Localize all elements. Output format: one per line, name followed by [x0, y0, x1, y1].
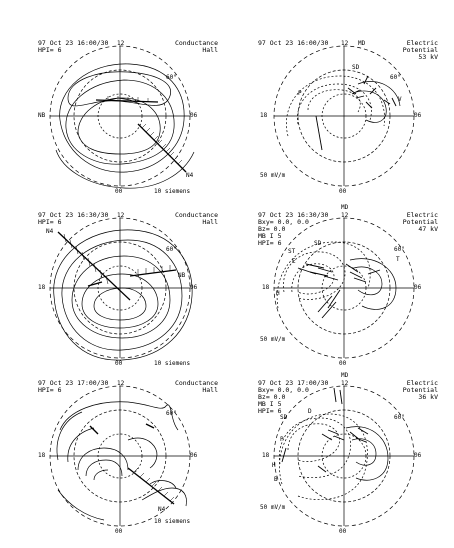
- latitude-label: 60°: [166, 410, 177, 417]
- site-label-d: D: [308, 408, 312, 415]
- conductance-panel-1630: [38, 212, 218, 374]
- site-label-v: V: [398, 96, 402, 103]
- panel-header: 97 Oct 23 16:30/30 Bxy= 0.0, 0.0 Bz= 0.0 MB I 5 HPI= 6: [258, 211, 329, 247]
- site-label-h: H: [272, 462, 276, 469]
- midnight-label: 00: [339, 528, 347, 535]
- panel-title: Conductance Hall: [174, 211, 218, 226]
- scale-label: 50 mV/m: [260, 336, 286, 343]
- polar-plot: [38, 212, 218, 374]
- magnetic-top-label: MD: [358, 40, 366, 47]
- potential-panel-1600: [258, 40, 438, 202]
- panel-title: Electric Potential 47 kV: [402, 211, 438, 233]
- latitude-label: 60°: [166, 246, 177, 253]
- scale-label: 50 mV/m: [260, 172, 286, 179]
- site-label-h: H: [276, 290, 280, 297]
- dawn-label: 06: [190, 284, 198, 291]
- site-label-b: B: [274, 476, 278, 483]
- station-label-n4: N4: [158, 506, 166, 513]
- panel-header: 97 Oct 23 16:00/30: [258, 39, 329, 47]
- conductance-panel-1600: [38, 40, 218, 202]
- latitude-label: 60°: [390, 74, 401, 81]
- latitude-label: 60°: [166, 74, 177, 81]
- magnetic-top-label: MD: [341, 372, 349, 379]
- dawn-label: 06: [190, 112, 198, 119]
- dusk-label: 18: [260, 112, 268, 119]
- magnetic-top-label: MD: [341, 204, 349, 211]
- scale-label: 50 mV/m: [260, 504, 286, 511]
- panel-title: Electric Potential 36 kV: [402, 379, 438, 401]
- panel-title: Conductance Hall: [174, 39, 218, 54]
- dusk-label: 18: [38, 284, 46, 291]
- noon-label: 12: [117, 40, 125, 47]
- noon-label: 12: [117, 212, 125, 219]
- dawn-label: 06: [414, 452, 422, 459]
- scale-label: 10 siemens: [154, 518, 191, 525]
- panel-header: 97 Oct 23 17:00/30 Bxy= 0.0, 0.0 Bz= 0.0 MB I 5 HPI= 6: [258, 379, 329, 415]
- conductance-panel-1700: [38, 380, 218, 542]
- dawn-label: 06: [190, 452, 198, 459]
- panel-header: 97 Oct 23 16:30/30 HPI= 6: [38, 211, 109, 226]
- panel-title: Electric Potential 53 kV: [402, 39, 438, 61]
- dusk-label: NB: [38, 112, 46, 119]
- site-label-t: T: [396, 256, 400, 263]
- site-label-p: P: [280, 436, 284, 443]
- station-label-n4: N4: [46, 228, 54, 235]
- polar-plot: [258, 212, 438, 374]
- panel-header: 97 Oct 23 16:00/30 HPI= 6: [38, 39, 109, 54]
- noon-label: 12: [341, 212, 349, 219]
- midnight-label: 00: [115, 528, 123, 535]
- panel-header: 97 Oct 23 17:00/30 HPI= 6: [38, 379, 109, 394]
- midnight-label: 00: [339, 188, 347, 195]
- site-label-sd: SD: [352, 64, 360, 71]
- midnight-label: 00: [339, 360, 347, 367]
- panel-title: Conductance Hall: [174, 379, 218, 394]
- scale-label: 10 siemens: [154, 360, 191, 367]
- potential-panel-1700: [258, 372, 438, 542]
- dusk-label: 18: [38, 452, 46, 459]
- dawn-label: 06: [414, 284, 422, 291]
- polar-plot: [38, 380, 218, 542]
- noon-label: 12: [341, 40, 349, 47]
- polar-plot: [258, 380, 438, 542]
- scale-label: 10 siemens: [154, 188, 191, 195]
- potential-panel-1630: [258, 204, 438, 374]
- site-label-p: P: [298, 90, 302, 97]
- midnight-label: 00: [115, 360, 123, 367]
- midnight-label: 00: [115, 188, 123, 195]
- dusk-label: 18: [262, 452, 270, 459]
- dusk-label: 18: [262, 284, 270, 291]
- site-label-sd: SD: [314, 240, 322, 247]
- noon-label: 12: [117, 380, 125, 387]
- noon-label: 12: [341, 380, 349, 387]
- latitude-label: 60°: [394, 414, 405, 421]
- station-label-nb: NB: [178, 272, 186, 279]
- latitude-label: 60°: [394, 246, 405, 253]
- dawn-label: 06: [414, 112, 422, 119]
- station-label: N4: [186, 172, 194, 179]
- site-label-e: E: [292, 258, 296, 265]
- site-label-st: ST: [288, 248, 296, 255]
- site-label-sd: SD: [280, 414, 288, 421]
